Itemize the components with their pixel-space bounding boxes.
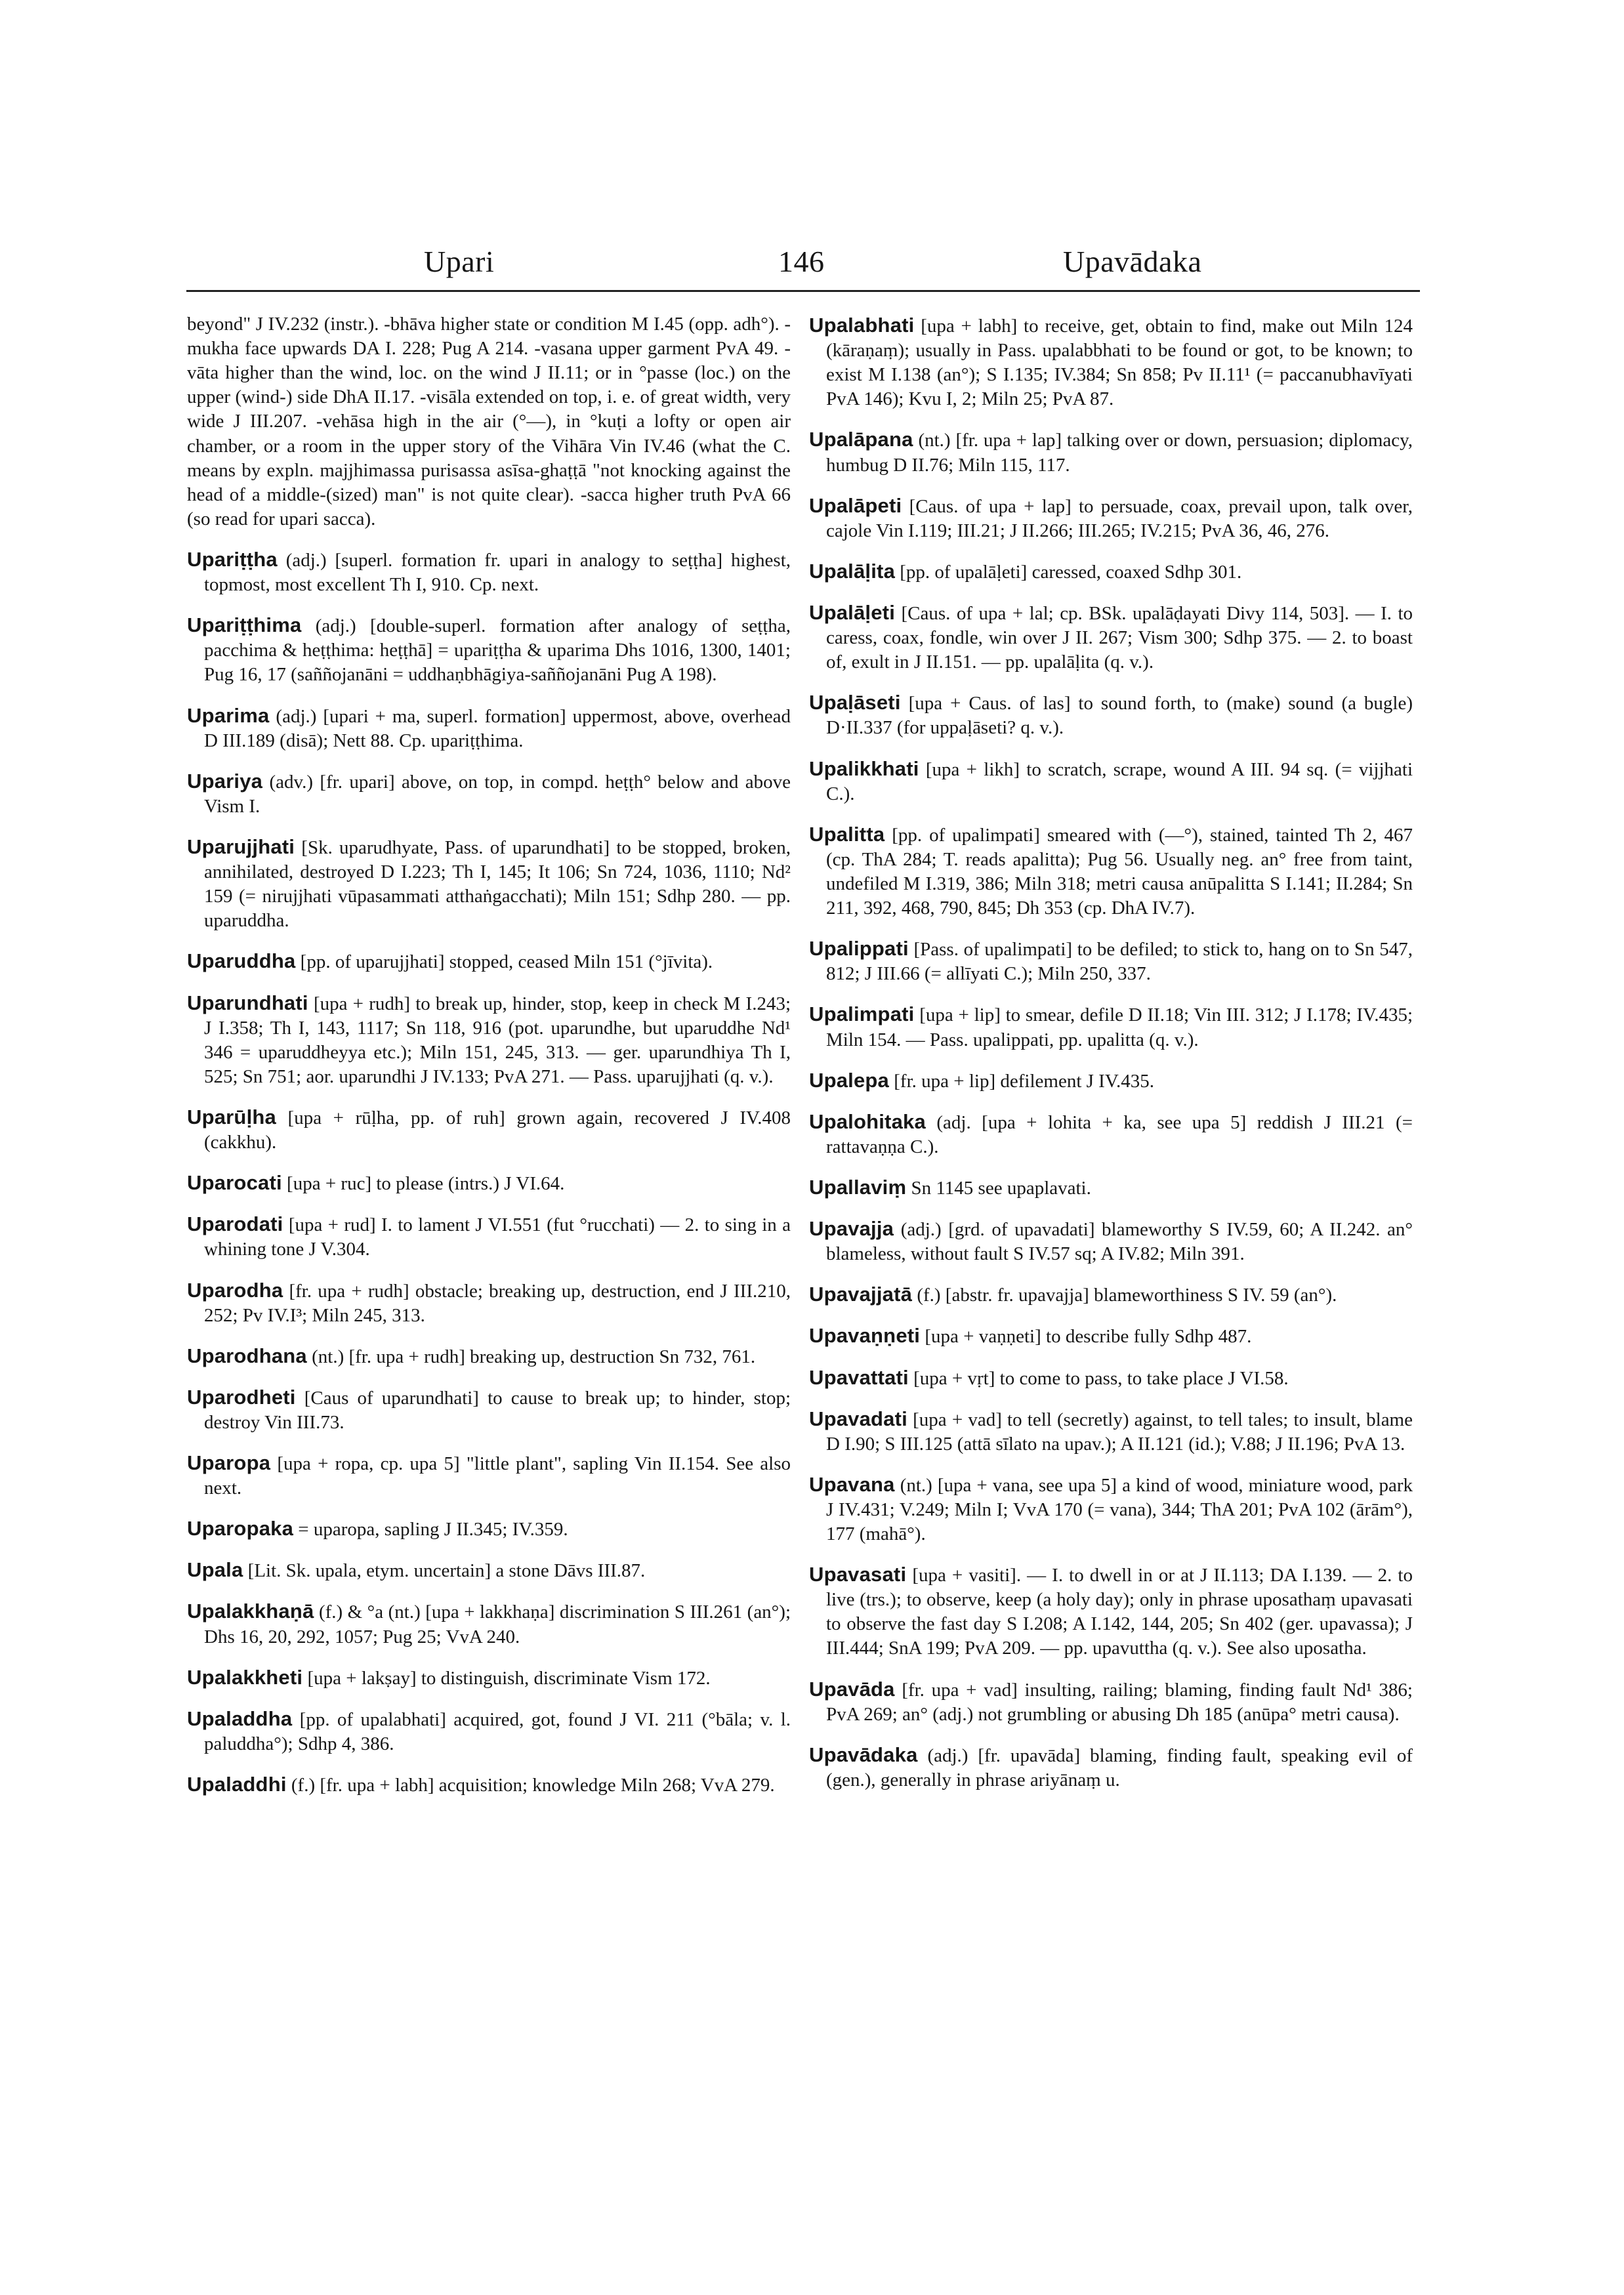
dictionary-entry <box>809 1109 1413 1159</box>
entry-definition: (nt.) [fr. upa + rudh] breaking up, destruction Sn 732, 761. <box>312 1346 756 1367</box>
page-header <box>186 244 1420 290</box>
entry-headword: Upalimpati <box>809 1003 915 1026</box>
dictionary-entry <box>809 1067 1413 1094</box>
entry-definition: [upa + vaṇṇeti] to describe fully Sdhp 487. <box>925 1326 1252 1348</box>
entry-definition: (adj.) [fr. upavāda] blaming, finding fault, speaking evil of (gen.), generally in phrase ariyānaṃ u. <box>826 1745 1413 1790</box>
dictionary-entry <box>809 936 1413 986</box>
page-number: 146 <box>778 245 825 278</box>
entry-headword: Upalippati <box>809 937 909 961</box>
entry-headword: Uparundhati <box>187 991 308 1014</box>
dictionary-entry <box>809 558 1413 585</box>
dictionary-entry <box>809 312 1413 411</box>
dictionary-entry <box>187 312 791 531</box>
dictionary-entry <box>187 1450 791 1500</box>
dictionary-entry <box>809 756 1413 806</box>
entry-headword: Upaḷāseti <box>809 691 901 714</box>
entry-definition: [upa + lakṣay] to distinguish, discriminate Vism 172. <box>307 1667 711 1689</box>
entry-definition: [upa + vṛt] to come to pass, to take place J VI.58. <box>913 1367 1289 1389</box>
entry-definition: [fr. upa + rudh] obstacle; breaking up, destruction, end J III.210, 252; Pv IV.I³; Miln 245, 313. <box>204 1280 791 1326</box>
dictionary-entry <box>809 1365 1413 1391</box>
dictionary-entry <box>187 1516 791 1542</box>
dictionary-entry <box>809 1676 1413 1727</box>
dictionary-entry <box>809 426 1413 477</box>
header-rule <box>186 290 1420 292</box>
entry-definition: (nt.) [upa + vana, see upa 5] a kind of wood, miniature wood, park J IV.431; V.249; Miln I; VvA 170 (= vana), 344; ThA 201; PvA 102 (ārām°), 177 (mahā°). <box>826 1474 1413 1545</box>
entry-definition: [upa + rud] I. to lament J VI.551 (fut °rucchati) — 2. to sing in a whining tone J V.304. <box>204 1214 791 1260</box>
entry-definition: [upa + ropa, cp. upa 5] "little plant", sapling Vin II.154. See also next. <box>204 1453 791 1499</box>
entry-headword: Upalāpeti <box>809 493 902 517</box>
entry-headword: Upavattati <box>809 1365 909 1389</box>
entry-definition: (adj.) [double-superl. formation after analogy of seṭṭha, pacchima & heṭṭhima: heṭṭhā] = upariṭṭha & uparima Dhs 1016, 1300, 1401; Pug 16, 17 (saññojanāni = uddhaṇbhāgiya-saññojanāni Pug A 198). <box>204 615 791 686</box>
entry-headword: Upalikkhati <box>809 756 919 780</box>
entry-headword: Upala <box>187 1558 243 1582</box>
right-column <box>809 312 1413 2202</box>
entry-definition: = uparopa, sapling J II.345; IV.359. <box>298 1519 568 1540</box>
entry-definition: [pp. of upalāḷeti] caressed, coaxed Sdhp 301. <box>900 561 1242 583</box>
entry-definition: [upa + rudh] to break up, hinder, stop, keep in check M I.243; J I.358; Th I, 143, 1117; Sn 118, 916 (pot. uparundhe, but uparuddhe Nd¹ 346 = uparuddheyya etc.); Miln 151, 245, 313. — ger. uparundhiya Th I, 525; Sn 751; aor. uparundhi J IV.133; PvA 271. — Pass. uparujjhati (q. v.). <box>204 993 791 1087</box>
entry-headword: Upavajja <box>809 1217 894 1241</box>
entry-headword: Uparujjhati <box>187 835 295 858</box>
dictionary-entry <box>187 1598 791 1649</box>
entry-definition: [Lit. Sk. upala, etym. uncertain] a stone Dāvs III.87. <box>247 1560 646 1582</box>
dictionary-entry <box>187 1277 791 1328</box>
entry-definition: [Caus. of upa + lal; cp. BSk. upalāḍayati Divy 114, 503]. — I. to caress, coax, fondle, win over J II. 267; Vism 300; Sdhp 375. — 2. to boast of, exult in J II.151. — pp. upalāḷita (q. v.). <box>826 602 1413 673</box>
entry-definition: (f.) [fr. upa + labh] acquisition; knowledge Miln 268; VvA 279. <box>291 1775 775 1796</box>
header-last-headword: Upavādaka <box>1063 245 1202 278</box>
dictionary-entry <box>809 821 1413 920</box>
header-first-headword: Upari <box>424 245 495 278</box>
entry-headword: Upavana <box>809 1472 895 1496</box>
entry-headword: Uparodati <box>187 1212 283 1236</box>
entry-headword: Uparocati <box>187 1171 282 1195</box>
entry-definition: [pp. of upalimpati] smeared with (—°), stained, tainted Th 2, 467 (cp. ThA 284; T. reads apalitta); Pug 56. Usually neg. an° free from taint, undefiled M I.319, 386; Miln 318; metri causa anūpalitta S I.141; II.284; Sn 211, 392, 468, 790, 845; Dh 353 (cp. DhA IV.7). <box>826 824 1413 919</box>
entry-definition: [Caus. of upa + lap] to persuade, coax, prevail upon, talk over, cajole Vin I.119; III.21; J II.266; III.265; IV.215; PvA 36, 46, 276. <box>826 495 1413 541</box>
entry-definition: (adj.) [superl. formation fr. upari in analogy to seṭṭha] highest, topmost, most excellent Th I, 910. Cp. next. <box>204 549 791 596</box>
dictionary-entry <box>809 1742 1413 1792</box>
entry-headword: Upavādaka <box>809 1743 918 1766</box>
entry-definition: [fr. upa + vad] insulting, railing; blaming, finding fault Nd¹ 386; PvA 269; an° (adj.) not grumbling or abusing Dh 185 (anūpa° metri causa). <box>826 1679 1413 1725</box>
entry-definition: [pp. of uparujjhati] stopped, ceased Miln 151 (°jīvita). <box>300 951 713 973</box>
entry-headword: Uparodha <box>187 1278 283 1302</box>
entry-headword: Upariya <box>187 769 263 793</box>
entry-headword: Upavasati <box>809 1563 907 1586</box>
dictionary-entry <box>809 600 1413 674</box>
entry-headword: Upalakkhaṇā <box>187 1600 314 1623</box>
dictionary-entry <box>809 690 1413 740</box>
entry-headword: Uparopaka <box>187 1517 294 1540</box>
dictionary-entry <box>187 834 791 933</box>
dictionary-entry <box>809 1281 1413 1308</box>
entry-headword: Upallaviṃ <box>809 1175 907 1199</box>
dictionary-entry <box>187 1664 791 1691</box>
entry-definition: [upa + rūḷha, pp. of ruh] grown again, recovered J IV.408 (cakkhu). <box>204 1107 791 1153</box>
dictionary-entry <box>187 1343 791 1369</box>
dictionary-entry <box>187 1104 791 1155</box>
dictionary-entry <box>187 1706 791 1756</box>
dictionary-entry <box>809 1216 1413 1266</box>
dictionary-entry <box>809 1406 1413 1457</box>
dictionary-entry <box>187 1170 791 1196</box>
entry-headword: Uparuddha <box>187 949 296 973</box>
dictionary-entry <box>809 1323 1413 1349</box>
entry-definition: (adv.) [fr. upari] above, on top, in compd. heṭṭh° below and above Vism I. <box>204 771 791 817</box>
entry-headword: Upalāpana <box>809 428 913 451</box>
entry-definition: [Pass. of upalimpati] to be defiled; to stick to, hang on to Sn 547, 812; J III.66 (= allīyati C.); Miln 250, 337. <box>826 939 1413 985</box>
entry-headword: Upaladdha <box>187 1706 293 1730</box>
entry-headword: Upariṭṭhima <box>187 613 302 637</box>
entry-headword: Uparodhana <box>187 1344 307 1367</box>
dictionary-entry <box>187 768 791 819</box>
dictionary-entry <box>809 493 1413 543</box>
entry-headword: Uparodheti <box>187 1385 296 1409</box>
entry-definition: (adj. [upa + lohita + ka, see upa 5] reddish J III.21 (= rattavaṇṇa C.). <box>826 1111 1413 1157</box>
dictionary-entry <box>187 1211 791 1262</box>
entry-headword: Upalohitaka <box>809 1109 926 1133</box>
entry-headword: Upavadati <box>809 1407 907 1430</box>
entry-definition: [fr. upa + lip] defilement J IV.435. <box>894 1070 1155 1092</box>
entry-headword: Upalabhati <box>809 314 915 337</box>
entry-headword: Upavaṇṇeti <box>809 1324 921 1348</box>
dictionary-entry <box>187 547 791 597</box>
entry-definition: [pp. of upalabhati] acquired, got, found J VI. 211 (°bāla; v. l. paluddha°); Sdhp 4, 386. <box>204 1708 791 1754</box>
entry-definition: (adj.) [grd. of upavadati] blameworthy S IV.59, 60; A II.242. an° blameless, without fault S IV.57 sq; A IV.82; Miln 391. <box>826 1219 1413 1265</box>
dictionary-entry <box>187 1771 791 1798</box>
entry-headword: Uparūḷha <box>187 1105 276 1128</box>
entry-headword: Upaladdhi <box>187 1773 287 1796</box>
entry-headword: Upalepa <box>809 1068 889 1092</box>
entry-headword: Upalāḷita <box>809 559 896 583</box>
dictionary-entry <box>187 1384 791 1435</box>
entry-headword: Upalitta <box>809 822 885 846</box>
entry-headword: Uparima <box>187 703 270 727</box>
entry-definition: [upa + vad] to tell (secretly) against, to tell tales; to insult, blame D I.90; S III.125 (attā sīlato na upav.); A II.121 (id.); V.88; J II.196; PvA 13. <box>826 1409 1413 1455</box>
dictionary-entry <box>187 1557 791 1583</box>
entry-definition: [Caus of uparundhati] to cause to break up; to hinder, stop; destroy Vin III.73. <box>204 1387 791 1433</box>
entry-definition: beyond" J IV.232 (instr.). -bhāva higher state or condition M I.45 (opp. adh°). -mukha face upwards DA I. 228; Pug A 214. -vasana upper garment PvA 49. -vāta higher than the wind, loc. on the wind J II.11; or in °passe (loc.) on the upper (wind-) side DhA II.17. -visāla extended on top, i. e. of great width, very wide J III.207. -vehāsa high in the air (°—), in °kuṭi a lofty or open air chamber, or a room in the upper story of the Vihāra Vin IV.46 (what the C. means by expln. majjhimassa purisassa asīsa-ghaṭṭā "not knocking against the head of a middle-(sized) man" is not quite clear). -sacca higher truth PvA 66 (so read for upari sacca). <box>187 314 791 529</box>
dictionary-entry <box>187 990 791 1089</box>
dictionary-entry <box>809 1561 1413 1661</box>
entry-definition: [upa + ruc] to please (intrs.) J VI.64. <box>287 1173 565 1195</box>
dictionary-entry <box>809 1174 1413 1201</box>
dictionary-entry <box>809 1001 1413 1052</box>
entry-definition: (nt.) [fr. upa + lap] talking over or down, persuasion; diplomacy, humbug D II.76; Miln 115, 117. <box>826 430 1413 476</box>
entry-headword: Upavāda <box>809 1677 895 1701</box>
entry-headword: Upariṭṭha <box>187 547 278 571</box>
entry-definition: [upa + lip] to smear, defile D II.18; Vin III. 312; J I.178; IV.435; Miln 154. — Pass. upalippati, pp. upalitta (q. v.). <box>826 1004 1413 1050</box>
entry-definition: [upa + Caus. of las] to sound forth, to (make) sound (a bugle) D·II.337 (for uppaḷāseti? q. v.). <box>826 693 1413 739</box>
entry-headword: Upalakkheti <box>187 1665 303 1689</box>
entry-definition: (f.) [abstr. fr. upavajja] blameworthiness S IV. 59 (an°). <box>917 1285 1337 1306</box>
left-column <box>187 312 791 2202</box>
entry-headword: Uparopa <box>187 1451 271 1475</box>
entry-definition: [Sk. uparudhyate, Pass. of uparundhati] to be stopped, broken, annihilated, destroyed D I.223; Th I, 145; It 106; Sn 724, 1036, 1110; Nd² 159 (= nirujjhati vūpasammati atthaṅgacchati); Miln 151; Sdhp 280. — pp. uparuddha. <box>204 837 791 932</box>
entry-definition: [upa + likh] to scratch, scrape, wound A III. 94 sq. (= vijjhati C.). <box>826 758 1413 804</box>
entry-definition: (adj.) [upari + ma, superl. formation] uppermost, above, overhead D III.189 (disā); Nett 88. Cp. upariṭṭhima. <box>204 705 791 751</box>
dictionary-entry <box>809 1472 1413 1546</box>
dictionary-entry <box>187 703 791 753</box>
dictionary-entry <box>187 612 791 687</box>
entry-headword: Upavajjatā <box>809 1283 913 1306</box>
entry-definition: [upa + labh] to receive, get, obtain to find, make out Miln 124 (kāraṇaṃ); usually in Pass. upalabbhati to be found or got, to be known; to exist M I.138 (an°); S I.135; IV.384; Sn 858; Pv II.11¹ (= paccanubhavīyati PvA 146); Kvu I, 2; Miln 25; PvA 87. <box>826 316 1413 410</box>
entry-headword: Upalāḷeti <box>809 600 896 624</box>
entry-definition: [upa + vasiti]. — I. to dwell in or at J II.113; DA I.139. — 2. to live (trs.); to observe, keep (a holy day); only in phrase uposathaṃ upavasati to observe the fast day S I.208; A I.142, 144, 205; Sn 402 (ger. upavassa); J III.444; SnA 199; PvA 209. — pp. upavuttha (q. v.). See also uposatha. <box>826 1565 1413 1659</box>
entry-definition: Sn 1145 see upaplavati. <box>911 1177 1091 1199</box>
entry-definition: (f.) & °a (nt.) [upa + lakkhaṇa] discrimination S III.261 (an°); Dhs 16, 20, 292, 1057; Pug 25; VvA 240. <box>204 1602 791 1647</box>
dictionary-entry <box>187 948 791 974</box>
